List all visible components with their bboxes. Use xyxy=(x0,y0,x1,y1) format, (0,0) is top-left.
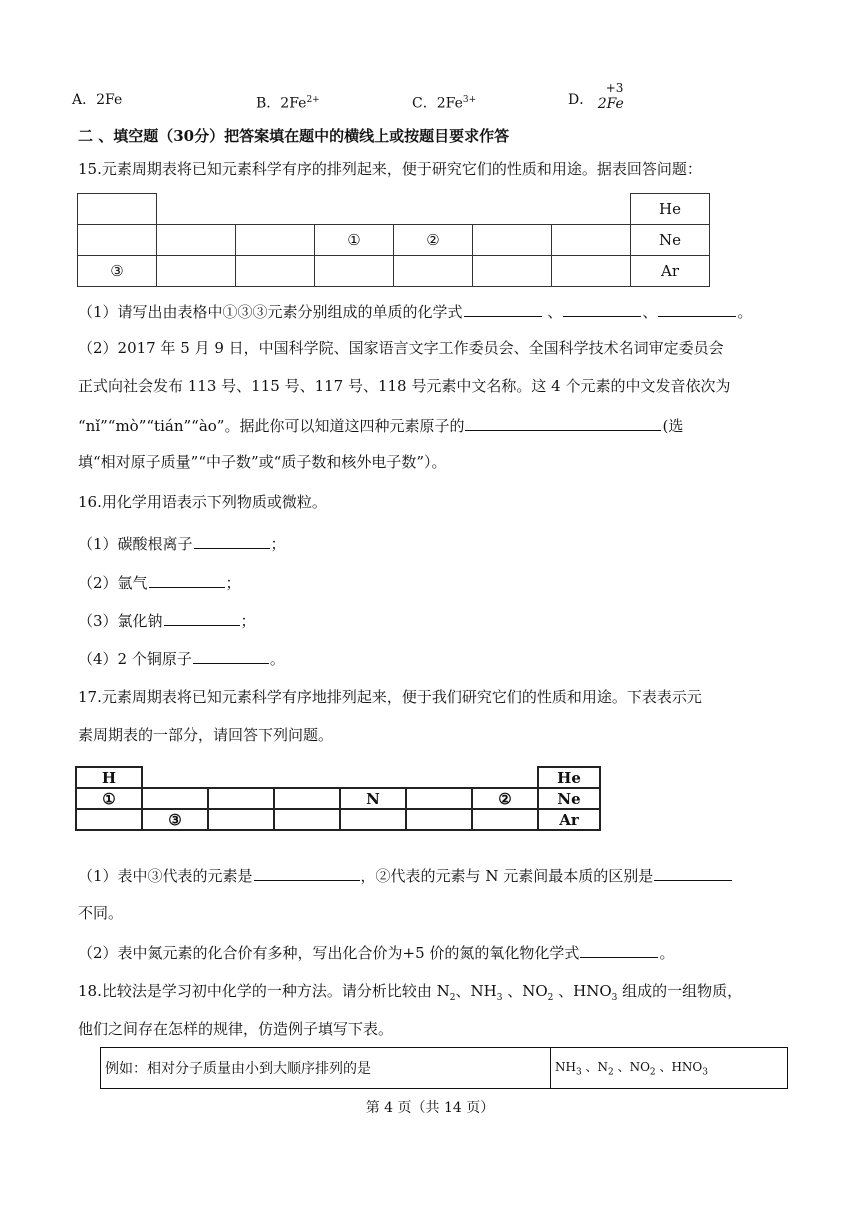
cell-ne: Ne xyxy=(538,788,600,809)
valence-mark: +3 xyxy=(605,81,624,95)
q17-part2: （2）表中氮元素的化合价有多种，写出化合价为+5 价的氮的氧化物化学式 。 xyxy=(78,941,674,963)
cell-n: N xyxy=(340,788,406,809)
cell-m1: ① xyxy=(315,225,394,256)
fe-formula: 2Fe xyxy=(597,96,624,112)
option-d: D． +3 2Fe xyxy=(568,90,632,110)
q17-periodic-table xyxy=(75,766,601,831)
q15-part2-c: “nǐ”“mò”“tián”“ào”。据此你可以知道这四种元素原子的 (选 xyxy=(78,414,683,436)
cell-m3: ③ xyxy=(78,256,157,287)
q17-stem2: 素周期表的一部分，请回答下列问题。 xyxy=(78,726,334,744)
option-b: B．$2Fe^{2+}$ xyxy=(256,95,320,112)
q16-item1: （1）碳酸根离子 ； xyxy=(78,532,286,554)
cell-h: H xyxy=(76,767,142,788)
cell-he: He xyxy=(631,194,710,225)
cell-m1: ① xyxy=(76,788,142,809)
q18-compare-table xyxy=(100,1047,788,1089)
q17-stem1: 17.元素周期表将已知元素科学有序地排列起来，便于我们研究它们的性质和用途。下表表示元 xyxy=(78,688,702,706)
q16-stem: 16.用化学用语表示下列物质或微粒。 xyxy=(78,493,327,511)
cell-ne: Ne xyxy=(631,225,710,256)
q18-stem2: 他们之间存在怎样的规律，仿造例子填写下表。 xyxy=(78,1020,394,1038)
q15-part2-b: 正式向社会发布 113 号、115 号、117 号、118 号元素中文名称。这 4 个元素的中文发音依次为 xyxy=(78,377,731,395)
cell-he: He xyxy=(538,767,600,788)
q16-item2: （2）氩气 ； xyxy=(78,571,241,593)
q15-periodic-table xyxy=(77,193,710,287)
q16-item3: （3）氯化钠 ； xyxy=(78,609,256,631)
cell-ar: Ar xyxy=(538,809,600,830)
option-c: C．$2Fe^{3+}$ xyxy=(412,95,477,112)
q15-part2-a: （2）2017 年 5 月 9 日，中国科学院、国家语言文字工作委员会、全国科学技术名词审定委员会 xyxy=(78,339,724,357)
cell-m2: ② xyxy=(472,788,538,809)
q18-stem1: 18.比较法是学习初中化学的一种方法。请分析比较由 $N_2$、$NH_3$ 、$NO_2$ 、$HNO_3$ 组成的一组物质， xyxy=(78,982,743,1003)
q15-part2-d: 填“相对原子质量”“中子数”或“质子数和核外电子数”）。 xyxy=(78,453,447,471)
q15-stem: 15.元素周期表将已知元素科学有序的排列起来，便于研究它们的性质和用途。据表回答问题： xyxy=(78,160,702,178)
page-footer: 第 4 页（共 14 页） xyxy=(365,1100,495,1116)
q16-item4: （4）2 个铜原子 。 xyxy=(78,647,285,669)
section-title: 二 、填空题（30分）把答案填在题中的横线上或按题目要求作答 xyxy=(78,127,510,145)
q17-part1-end: 不同。 xyxy=(78,904,124,922)
cell-ar: Ar xyxy=(631,256,710,287)
option-a: A．2Fe xyxy=(72,92,123,108)
compare-example-label: 例如：相对分子质量由小到大顺序排列的是 xyxy=(101,1048,551,1089)
q17-part1: （1）表中③代表的元素是 ，②代表的元素与 N 元素间最本质的区别是 xyxy=(78,864,733,886)
cell-m2: ② xyxy=(394,225,473,256)
cell-m3: ③ xyxy=(142,809,208,830)
q15-part1: （1）请写出由表格中①③③元素分别组成的单质的化学式 、 、 。 xyxy=(78,300,752,322)
compare-example-answer: $NH_3$ 、$N_2$ 、$NO_2$ 、$HNO_3$ xyxy=(551,1048,788,1089)
